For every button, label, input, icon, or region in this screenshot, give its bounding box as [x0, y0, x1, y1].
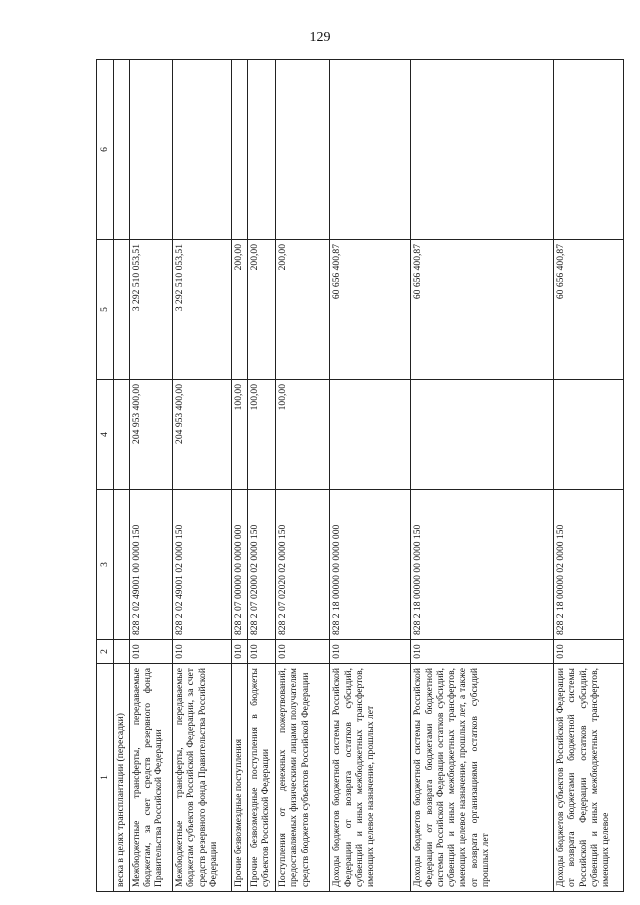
row-col6 [411, 60, 554, 240]
table-row [411, 60, 554, 892]
row-col6 [247, 60, 275, 240]
col-header-4: 4 [97, 380, 114, 490]
row-code: 010 [554, 640, 624, 664]
table-row [247, 60, 275, 892]
row-kbk: 828 2 02 49001 02 0000 150 [173, 490, 232, 640]
row-name: Доходы бюджетов бюджетной системы Российской Федерации от возврата остатков субсидий, субвенций и иных межбюджетных трансфертов, имеющих целевое назначение, прошлых лет [330, 664, 411, 892]
row-name: Прочие безвозмездные поступления в бюджеты субъектов Российской Федерации [247, 664, 275, 892]
table-row [114, 60, 130, 892]
table-row [129, 60, 172, 892]
row-kbk [114, 490, 130, 640]
row-col4 [554, 380, 624, 490]
row-name: Доходы бюджетов субъектов Российской Федерации от возврата бюджетами бюджетной системы Российской Федерации остатков субсидий, субвенций и иных межбюджетных трансфертов, имеющих целевое [554, 664, 624, 892]
row-code: 010 [276, 640, 330, 664]
row-kbk: 828 2 07 00000 00 0000 000 [231, 490, 247, 640]
row-col6 [554, 60, 624, 240]
row-col5: 200,00 [231, 240, 247, 380]
table-row [276, 60, 330, 892]
row-col6 [173, 60, 232, 240]
row-col4: 100,00 [247, 380, 275, 490]
revenue-table [96, 59, 624, 892]
row-code [114, 640, 130, 664]
rotated-table-wrapper [96, 60, 624, 892]
row-col6 [231, 60, 247, 240]
row-col4 [411, 380, 554, 490]
row-col4: 100,00 [231, 380, 247, 490]
row-col5 [114, 240, 130, 380]
row-col6 [114, 60, 130, 240]
col-header-6: 6 [97, 60, 114, 240]
row-code: 010 [129, 640, 172, 664]
row-col5: 60 656 400,87 [411, 240, 554, 380]
col-header-2: 2 [97, 640, 114, 664]
row-col5: 3 292 510 053,51 [129, 240, 172, 380]
row-code: 010 [247, 640, 275, 664]
row-col6 [330, 60, 411, 240]
table-row [231, 60, 247, 892]
table-row [173, 60, 232, 892]
row-name: Межбюджетные трансферты, передаваемые бюджетам, за счет средств резервного фонда Правительства Российской Федерации [129, 664, 172, 892]
row-col5: 60 656 400,87 [330, 240, 411, 380]
row-col5: 60 656 400,87 [554, 240, 624, 380]
row-code: 010 [173, 640, 232, 664]
row-col4: 100,00 [276, 380, 330, 490]
col-header-3: 3 [97, 490, 114, 640]
row-col6 [129, 60, 172, 240]
row-col4 [330, 380, 411, 490]
row-code: 010 [330, 640, 411, 664]
col-header-5: 5 [97, 240, 114, 380]
table-row [554, 60, 624, 892]
row-code: 010 [231, 640, 247, 664]
table-row [330, 60, 411, 892]
row-name: Прочие безвозмездные поступления [231, 664, 247, 892]
col-header-1: 1 [97, 664, 114, 892]
row-name: Поступления от денежных пожертвований, предоставляемых физическими лицами получателям средств бюджетов субъектов Российской Федерации [276, 664, 330, 892]
row-col5: 200,00 [276, 240, 330, 380]
row-col6 [276, 60, 330, 240]
row-col4: 204 953 400,00 [129, 380, 172, 490]
row-name: Межбюджетные трансферты, передаваемые бюджетам субъектов Российской Федерации, за счет средств резервного фонда Правительства Российской Федерации [173, 664, 232, 892]
row-kbk: 828 2 02 49001 00 0000 150 [129, 490, 172, 640]
row-kbk: 828 2 18 00000 00 0000 150 [411, 490, 554, 640]
row-kbk: 828 2 18 00000 00 0000 000 [330, 490, 411, 640]
row-kbk: 828 2 07 02000 02 0000 150 [247, 490, 275, 640]
row-col4: 204 953 400,00 [173, 380, 232, 490]
row-col5: 3 292 510 053,51 [173, 240, 232, 380]
row-col4 [114, 380, 130, 490]
row-kbk: 828 2 18 00000 02 0000 150 [554, 490, 624, 640]
row-col5: 200,00 [247, 240, 275, 380]
header-row [97, 60, 114, 892]
row-name: Доходы бюджетов бюджетной системы Российской Федерации от возврата бюджетами бюджетной системы Российской Федерации остатков субсидий, субвенций и иных межбюджетных трансфертов, имеющих целевое назначение, прошлых лет, а также от возврата организациями остатков субсидий прошлых лет [411, 664, 554, 892]
row-name: веска в целях трансплантации (пересадки) [114, 664, 130, 892]
row-kbk: 828 2 07 02020 02 0000 150 [276, 490, 330, 640]
row-code: 010 [411, 640, 554, 664]
page-number: 129 [309, 30, 331, 45]
